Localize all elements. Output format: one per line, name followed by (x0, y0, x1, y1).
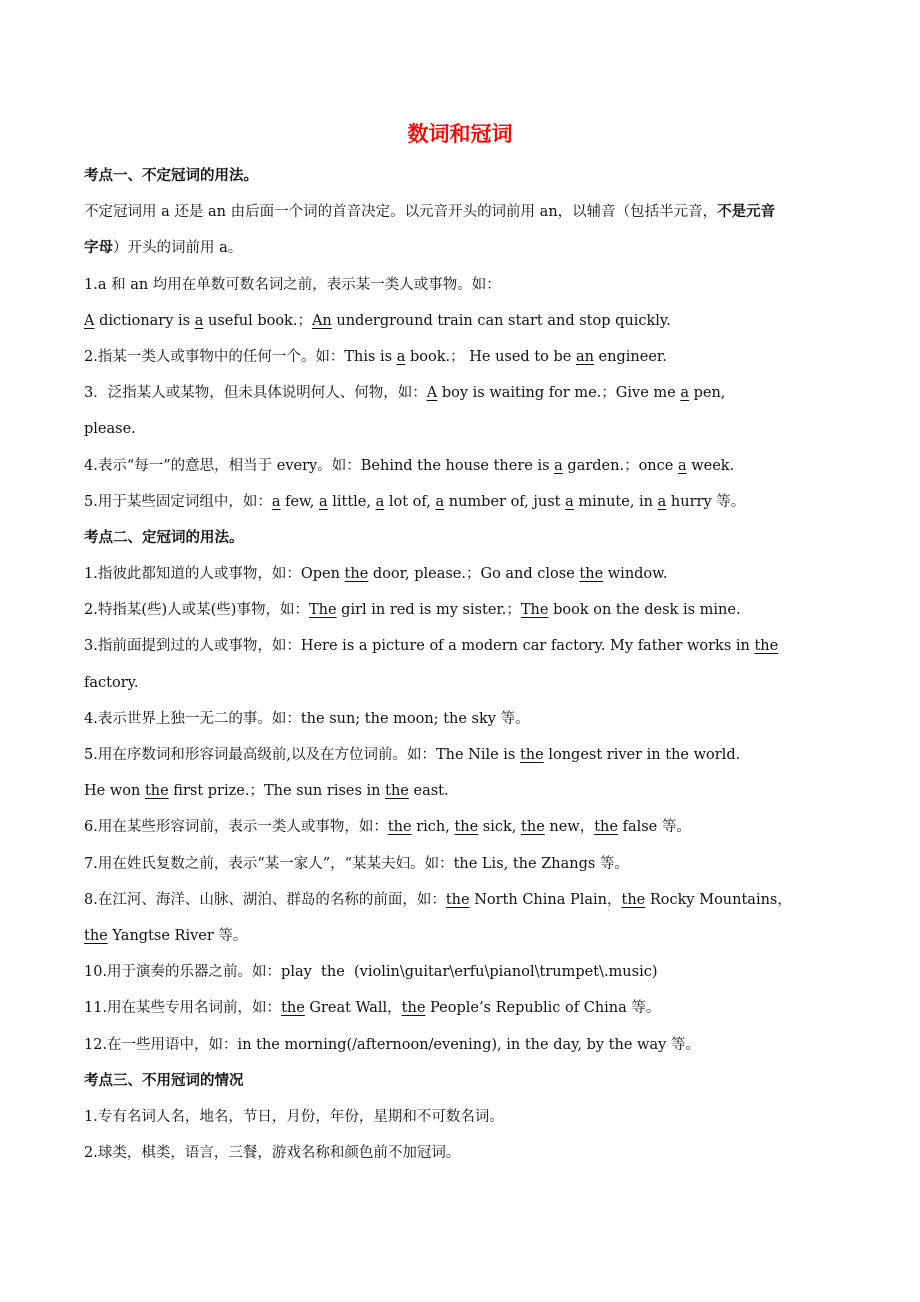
text-line (84, 701, 864, 737)
text-segment: 6.用在某些形容词前，表示一类人或事物，如： (84, 819, 388, 836)
text-segment: 5.用于某些固定词组中，如： (84, 493, 272, 510)
text-segment: garden.；once (562, 457, 678, 474)
text-segment: new， (544, 819, 595, 836)
text-segment: east. (408, 783, 449, 800)
underlined-article: A (84, 312, 95, 329)
text-line (84, 267, 864, 303)
underlined-article: a (375, 493, 385, 510)
text-segment: book on the desk is mine. (548, 602, 741, 619)
text-segment: boy is waiting for me.；Give me (437, 385, 681, 402)
underlined-article: a (565, 493, 574, 510)
underlined-article: a (194, 312, 204, 329)
underlined-article: the (344, 566, 369, 583)
underlined-article: a (657, 493, 667, 510)
bold-text: 不是元音 (717, 203, 776, 221)
text-segment: 考点二、定冠词的用法。 (84, 529, 244, 546)
underlined-article: the (144, 783, 169, 800)
text-line (84, 954, 864, 990)
text-segment: engineer. (593, 348, 667, 365)
document-title: 数词和冠词 (407, 122, 513, 146)
section-heading (84, 1063, 864, 1099)
underlined-article: the (754, 638, 779, 655)
text-segment: 11.用在某些专用名词前，如： (84, 1000, 282, 1017)
text-segment: 8.在江河、海洋、山脉、湖泊、群岛的名称的前面，如： (84, 891, 446, 908)
text-segment: pen, (689, 385, 726, 402)
text-segment: longest river in the world. (543, 747, 741, 763)
text-segment: Great Wall， (304, 1000, 402, 1017)
text-segment: 5.用在序数词和形容词最高级前,以及在方位词前。如：The Nile is (84, 747, 520, 763)
text-segment: false 等。 (617, 819, 691, 836)
section-heading (84, 158, 864, 194)
text-segment: please. (84, 421, 136, 438)
text-line (84, 303, 864, 339)
text-segment: dictionary is (94, 312, 195, 329)
text-segment: hurry 等。 (666, 493, 746, 510)
text-segment: 4.表示世界上独一无二的事。如：the sun; the moon; the sky 等。 (84, 710, 530, 727)
document-body (84, 158, 864, 1171)
text-segment: North China Plain， (469, 891, 622, 908)
underlined-article: the (579, 566, 604, 583)
text-line (84, 882, 864, 918)
text-segment: 考点一、不定冠词的用法。 (84, 168, 258, 184)
text-segment: book.； He used to be (405, 348, 576, 365)
text-line (84, 592, 864, 628)
underlined-article: a (396, 348, 406, 365)
text-segment: 10.用于演奏的乐器之前。如：play the (violin\guitar\erfu\pianol\trumpet\.music) (84, 964, 658, 981)
text-segment: factory. (84, 674, 139, 691)
text-segment: Yangtse River 等。 (107, 927, 248, 944)
text-segment: minute, in (573, 493, 658, 510)
text-segment: door, please.；Go and close (368, 566, 580, 583)
section-heading (84, 520, 864, 556)
underlined-article: a (554, 457, 563, 474)
underlined-article: the (385, 783, 409, 800)
text-segment: 1.指彼此都知道的人或事物，如：Open (84, 566, 345, 583)
underlined-article: the (387, 819, 412, 836)
underlined-article: the (594, 819, 618, 836)
text-line (84, 448, 864, 484)
underlined-article: a (435, 493, 445, 510)
text-segment: Rocky Mountains， (645, 891, 792, 908)
underlined-article: a (318, 493, 328, 510)
text-segment: He won (84, 783, 145, 800)
text-segment: number of, just (444, 493, 566, 510)
text-segment: 3．泛指某人或某物，但未具体说明何人、何物，如： (84, 385, 427, 402)
text-segment: first prize.；The sun rises in (168, 783, 386, 800)
text-line (84, 339, 864, 375)
text-segment: 1.专有名词人名，地名，节日，月份，年份，星期和不可数名词。 (84, 1108, 504, 1125)
text-segment: 2.指某一类人或事物中的任何一个。如：This is (84, 348, 397, 365)
underlined-article: the (401, 1000, 426, 1017)
underlined-article: the (281, 1000, 305, 1017)
text-line (84, 411, 864, 447)
text-segment: sick, (478, 819, 522, 836)
text-segment: little, (327, 493, 376, 510)
underlined-article: the (454, 819, 479, 836)
text-line (84, 556, 864, 592)
underlined-article: the (445, 891, 470, 908)
text-segment: 4.表示“每一”的意思，相当于 every。如：Behind the house there is (84, 457, 555, 474)
text-segment: 2.球类，棋类，语言，三餐，游戏名称和颜色前不加冠词。 (84, 1145, 461, 1162)
text-line (84, 918, 864, 954)
text-line (84, 194, 864, 230)
text-line (84, 773, 864, 809)
text-line (84, 990, 864, 1026)
text-segment: 12.在一些用语中，如：in the morning(/afternoon/evening), in the day, by the way 等。 (84, 1036, 700, 1053)
underlined-article: The (520, 602, 549, 619)
text-line (84, 375, 864, 411)
text-segment: window. (603, 566, 668, 583)
text-line (84, 230, 864, 266)
text-line (84, 1099, 864, 1135)
text-segment: People’s Republic of China 等。 (425, 1000, 661, 1017)
text-segment: useful book.； (203, 312, 312, 329)
underlined-article: The (308, 602, 337, 619)
underlined-article: the (84, 927, 108, 944)
text-line (84, 1027, 864, 1063)
underlined-article: the (521, 819, 545, 836)
text-line (84, 628, 864, 664)
text-segment: ）开头的词前用 a。 (113, 240, 243, 257)
underlined-article: the (519, 747, 544, 763)
underlined-article: An (311, 312, 332, 329)
text-segment: underground train can start and stop quickly. (331, 312, 671, 329)
underlined-article: a (677, 457, 687, 474)
text-segment: lot of, (384, 493, 436, 510)
text-segment: 3.指前面提到过的人或事物，如：Here is a picture of a modern car factory. My father works in (84, 638, 755, 655)
text-line (84, 809, 864, 845)
text-segment: 7.用在姓氏复数之前，表示“某一家人”，“某某夫妇。如：the Lis, the Zhangs 等。 (84, 855, 629, 872)
bold-text: 字母 (84, 239, 113, 257)
text-line (84, 484, 864, 520)
underlined-article: a (271, 493, 281, 510)
underlined-article: A (426, 385, 438, 402)
text-segment: few, (280, 493, 319, 510)
text-segment: rich, (411, 819, 455, 836)
underlined-article: the (621, 891, 646, 908)
text-segment: week. (686, 457, 735, 474)
text-line (84, 737, 864, 773)
text-line (84, 846, 864, 882)
text-segment: 2.特指某(些)人或某(些)事物，如： (84, 602, 309, 619)
underlined-article: an (575, 348, 594, 365)
underlined-article: a (680, 385, 689, 402)
text-segment: 不定冠词用 a 还是 an 由后面一个词的首音决定。以元音开头的词前用 an，以辅音（包括半元音， (84, 204, 718, 221)
text-segment: 1.a 和 an 均用在单数可数名词之前，表示某一类人或事物。如： (84, 276, 501, 293)
text-line (84, 665, 864, 701)
text-segment: 考点三、不用冠词的情况 (84, 1072, 244, 1089)
text-segment: girl in red is my sister.； (336, 602, 521, 619)
text-line (84, 1135, 864, 1171)
